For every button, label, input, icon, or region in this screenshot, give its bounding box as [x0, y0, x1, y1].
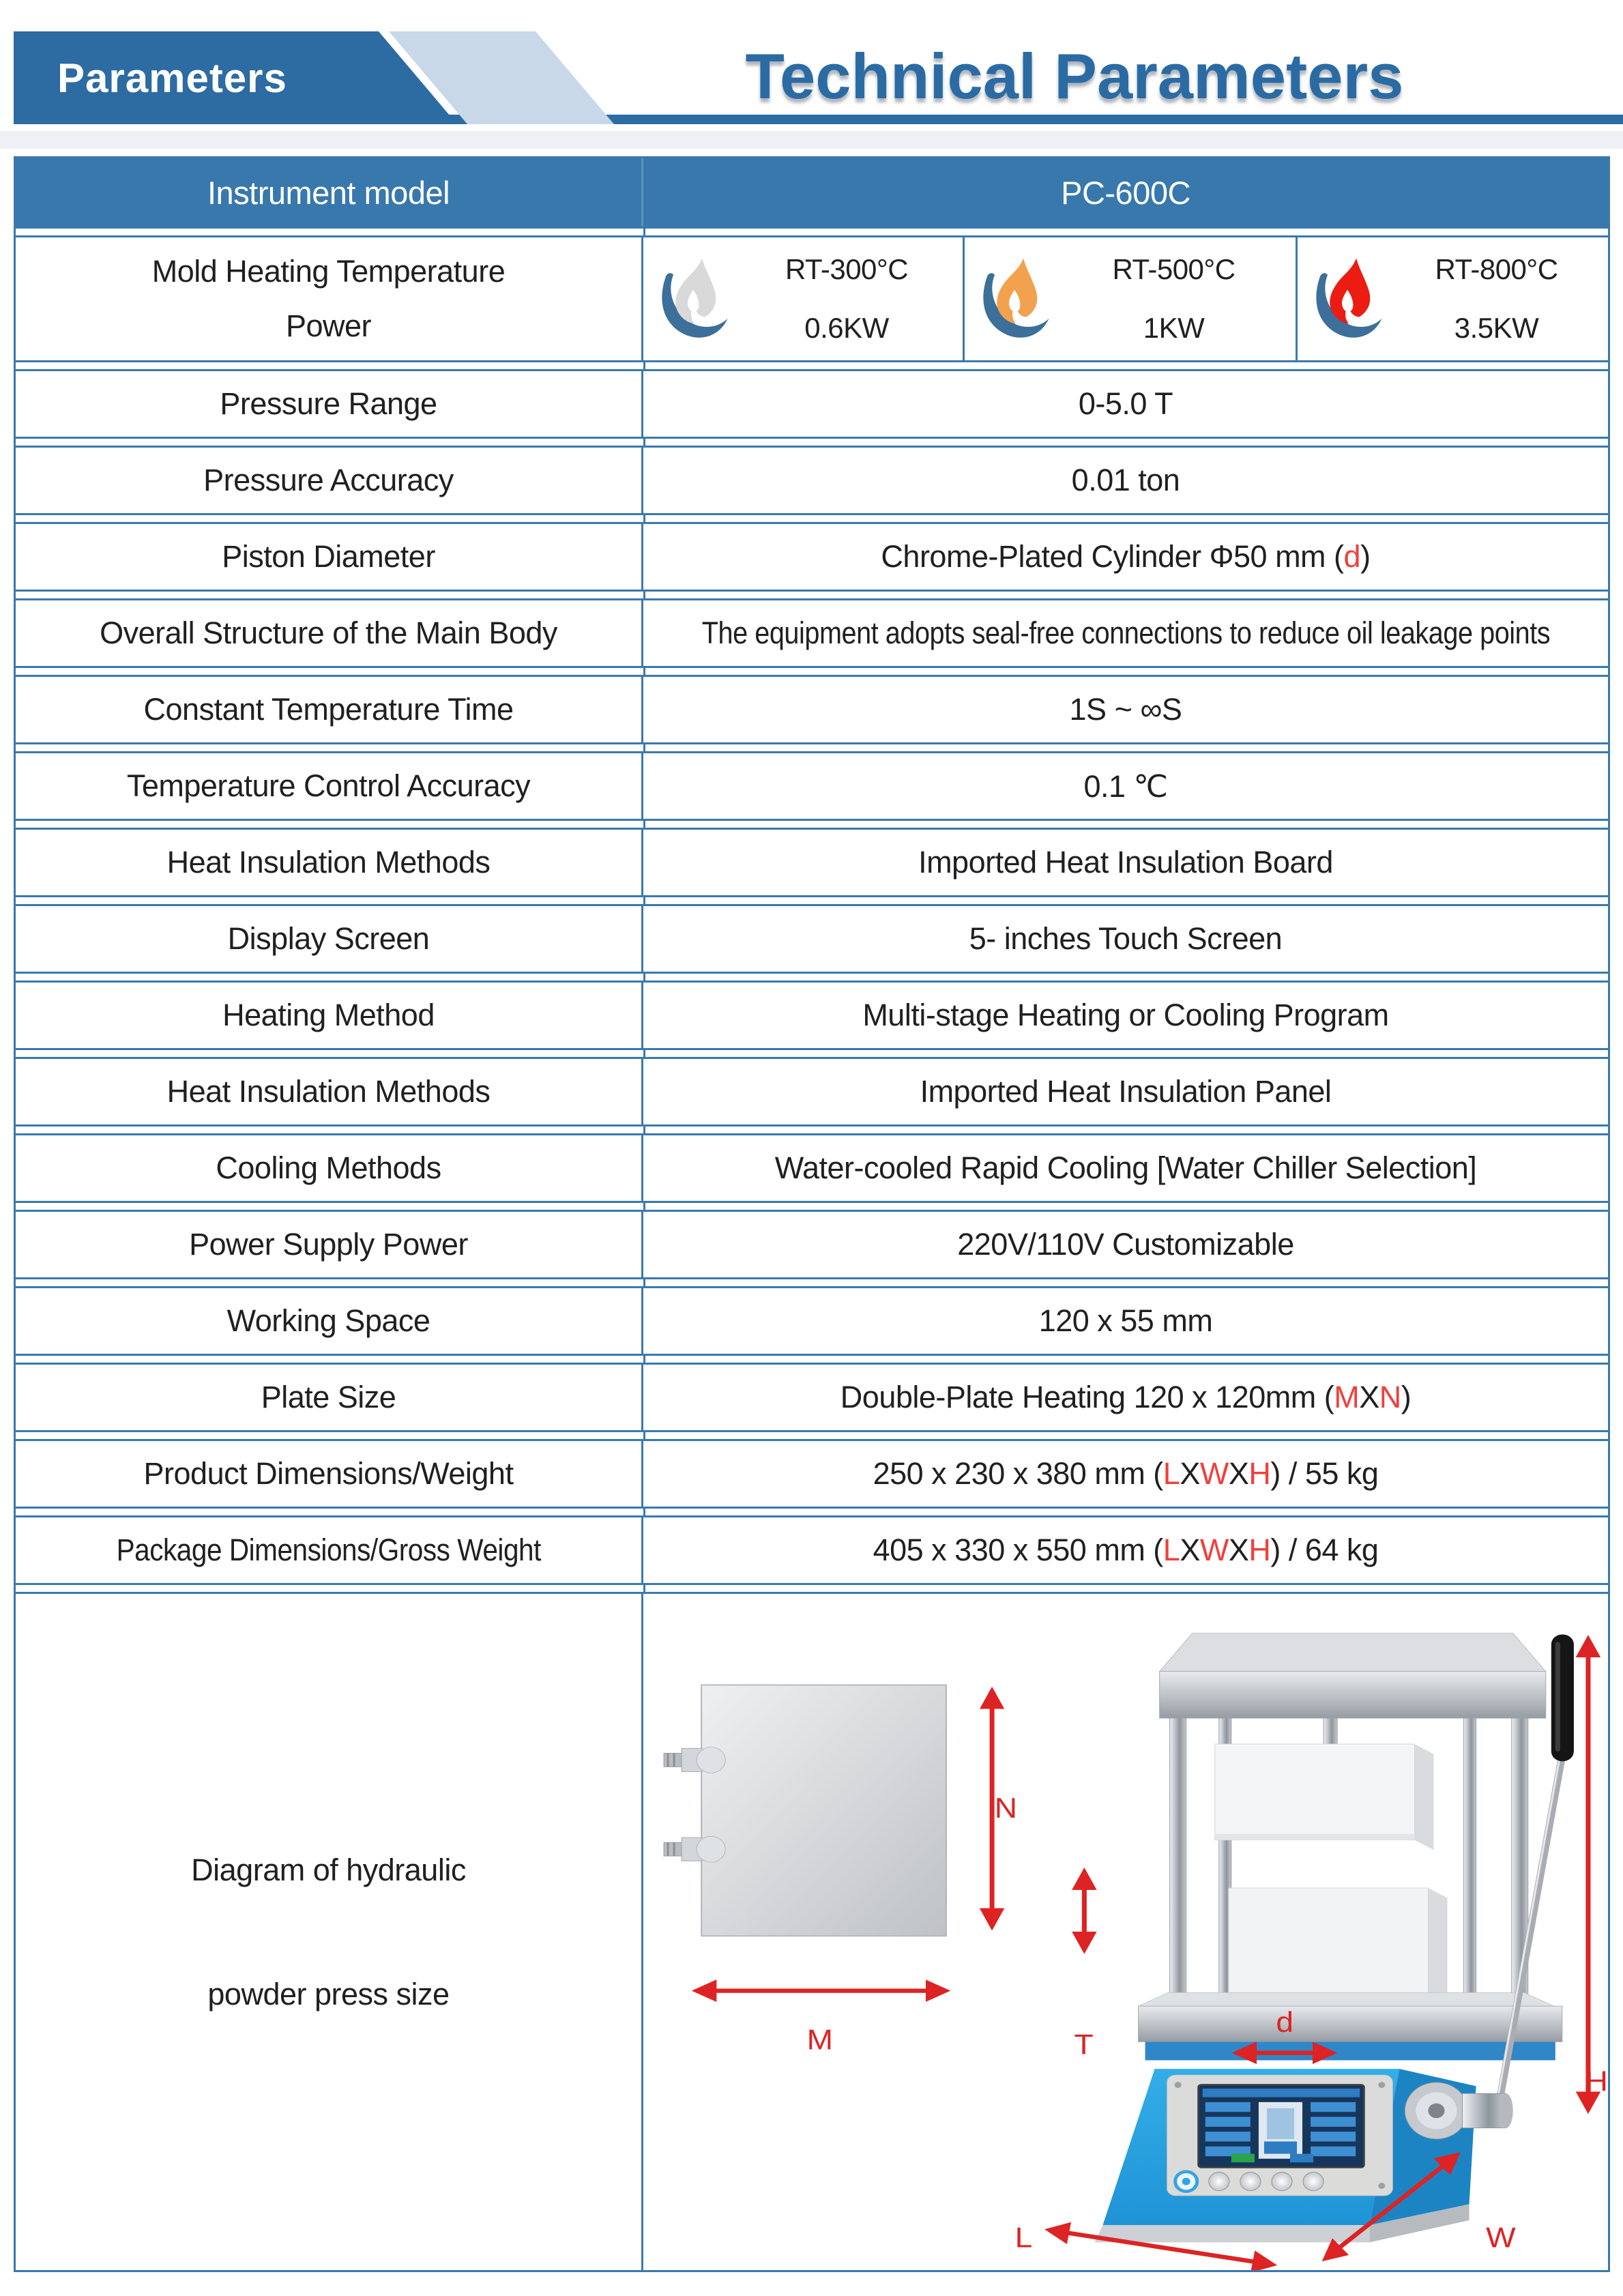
label-W: W: [1486, 2222, 1516, 2254]
temp-range: RT-300°C: [785, 253, 909, 285]
orange-flame-icon: [976, 255, 1056, 343]
table-row: [16, 983, 1608, 1048]
row-separator: [16, 437, 1608, 448]
power-button-icon: [1175, 2172, 1197, 2192]
table-row: [16, 753, 1608, 819]
row-value: The equipment adopts seal-free connections to reduce oil leakage points: [701, 615, 1550, 650]
row-separator: [16, 819, 1608, 830]
row-label: Display Screen: [16, 906, 643, 972]
row-label: Heat Insulation Methods: [16, 1059, 643, 1124]
table-row: [16, 677, 1608, 742]
row-separator: [16, 742, 1608, 753]
heating-plate-image: [664, 1685, 946, 1936]
panel-button: [1240, 2173, 1261, 2191]
control-panel: [1167, 2075, 1393, 2196]
panel-button: [1209, 2173, 1229, 2191]
red-flame-icon: [1308, 255, 1389, 343]
table-row: [16, 1212, 1608, 1277]
power-rating: 0.6KW: [804, 312, 889, 344]
hose-fitting-icon: [664, 1747, 725, 1773]
table-row: [16, 1365, 1608, 1430]
row-value: Water-cooled Rapid Cooling [Water Chiller Selection]: [774, 1150, 1477, 1185]
banner-underlay-strip: [0, 131, 1623, 149]
table-row-mold-heating: [16, 237, 1608, 360]
touch-screen: [1199, 2085, 1364, 2168]
row-separator: [16, 895, 1608, 906]
row-label: Pressure Range: [16, 371, 643, 437]
press-machine-image: [1094, 1633, 1573, 2243]
row-label: Heat Insulation Methods: [16, 830, 643, 895]
row-separator: [16, 360, 1608, 371]
row-separator: [16, 1430, 1608, 1441]
row-value: Multi-stage Heating or Cooling Program: [862, 998, 1389, 1032]
row-value: 120 x 55 mm: [1038, 1303, 1213, 1338]
table-row: [16, 371, 1608, 437]
row-value: 250 x 230 x 380 mm ( L X W X H ) / 55 kg: [873, 1456, 1379, 1491]
table-header-row: [16, 158, 1608, 227]
power-option-3: [1298, 237, 1608, 360]
row-separator: [16, 972, 1608, 983]
label-L: L: [1014, 2222, 1032, 2254]
row-separator: [16, 1507, 1608, 1517]
parameters-banner: [14, 31, 628, 124]
row-label: Power Supply Power: [16, 1212, 643, 1277]
press-size-diagram: [643, 1594, 1608, 2270]
table-row: [16, 524, 1608, 590]
row-separator: [16, 1277, 1608, 1288]
row-value: 1S ~ ∞S: [1069, 692, 1182, 727]
row-value: Imported Heat Insulation Board: [918, 845, 1333, 880]
label-d: d: [1276, 2007, 1293, 2039]
page-title: Technical Parameters: [745, 40, 1404, 112]
row-label: Cooling Methods: [16, 1135, 643, 1201]
row-label: Working Space: [16, 1288, 643, 1354]
temp-range: RT-500°C: [1112, 253, 1235, 285]
row-label: Heating Method: [16, 983, 643, 1048]
table-row: [16, 600, 1608, 666]
row-label: Pressure Accuracy: [16, 448, 643, 513]
power-rating: 3.5KW: [1454, 312, 1539, 344]
temp-range: RT-800°C: [1435, 253, 1558, 285]
row-label: Overall Structure of the Main Body: [16, 600, 643, 666]
row-value: Chrome-Plated Cylinder Φ50 mm ( d ): [881, 539, 1371, 574]
row-value: 0.01 ton: [1071, 463, 1180, 497]
label-H: H: [1585, 2065, 1608, 2098]
gray-flame-icon: [654, 255, 735, 343]
row-label: Piston Diameter: [16, 524, 643, 590]
row-separator: [16, 1201, 1608, 1212]
table-row: [16, 1517, 1608, 1583]
row-separator: [16, 590, 1608, 600]
row-separator: [16, 227, 1608, 237]
row-label: Plate Size: [16, 1365, 643, 1430]
row-value: Double-Plate Heating 120 x 120mm ( M X N ): [840, 1380, 1412, 1414]
label-M: M: [806, 2024, 833, 2056]
mold-heating-label: Mold Heating Temperature Power: [151, 254, 506, 343]
row-label: Product Dimensions/Weight: [16, 1441, 643, 1507]
label-T: T: [1074, 2029, 1094, 2061]
table-row: [16, 1059, 1608, 1124]
hose-fitting-icon: [664, 1836, 725, 1862]
row-separator: [16, 666, 1608, 677]
table-row: [16, 830, 1608, 895]
row-value: 220V/110V Customizable: [957, 1227, 1294, 1262]
row-separator: [16, 1354, 1608, 1365]
table-row: [16, 1135, 1608, 1201]
row-value: Imported Heat Insulation Panel: [920, 1074, 1332, 1109]
table-row: [16, 448, 1608, 513]
table-row: [16, 1441, 1608, 1507]
technical-parameters-table: [14, 156, 1610, 2272]
header-instrument-model: Instrument model: [16, 158, 643, 227]
panel-button: [1272, 2173, 1292, 2191]
table-row-diagram: [16, 1594, 1608, 2270]
power-option-1: [643, 237, 965, 360]
row-separator: [16, 513, 1608, 524]
row-separator: [16, 1048, 1608, 1059]
power-rating: 1KW: [1143, 312, 1205, 344]
banner-tab-label: Parameters: [57, 55, 287, 101]
row-separator: [16, 1124, 1608, 1135]
diagram-label: Diagram of hydraulic powder press size: [191, 1852, 466, 2011]
power-option-2: [965, 237, 1298, 360]
panel-button: [1303, 2173, 1324, 2191]
row-value: 0.1 ℃: [1083, 768, 1168, 804]
table-row: [16, 906, 1608, 972]
label-N: N: [994, 1792, 1017, 1825]
row-value: 405 x 330 x 550 mm ( L X W X H ) / 64 kg: [873, 1532, 1379, 1567]
row-value: 0-5.0 T: [1078, 386, 1173, 421]
row-separator: [16, 1583, 1608, 1594]
row-label: Constant Temperature Time: [16, 677, 643, 742]
header-model-value: PC-600C: [1061, 174, 1190, 211]
row-label: Temperature Control Accuracy: [16, 753, 643, 819]
row-label: Package Dimensions/Gross Weight: [16, 1517, 643, 1583]
row-value: 5- inches Touch Screen: [969, 921, 1283, 956]
table-row: [16, 1288, 1608, 1354]
